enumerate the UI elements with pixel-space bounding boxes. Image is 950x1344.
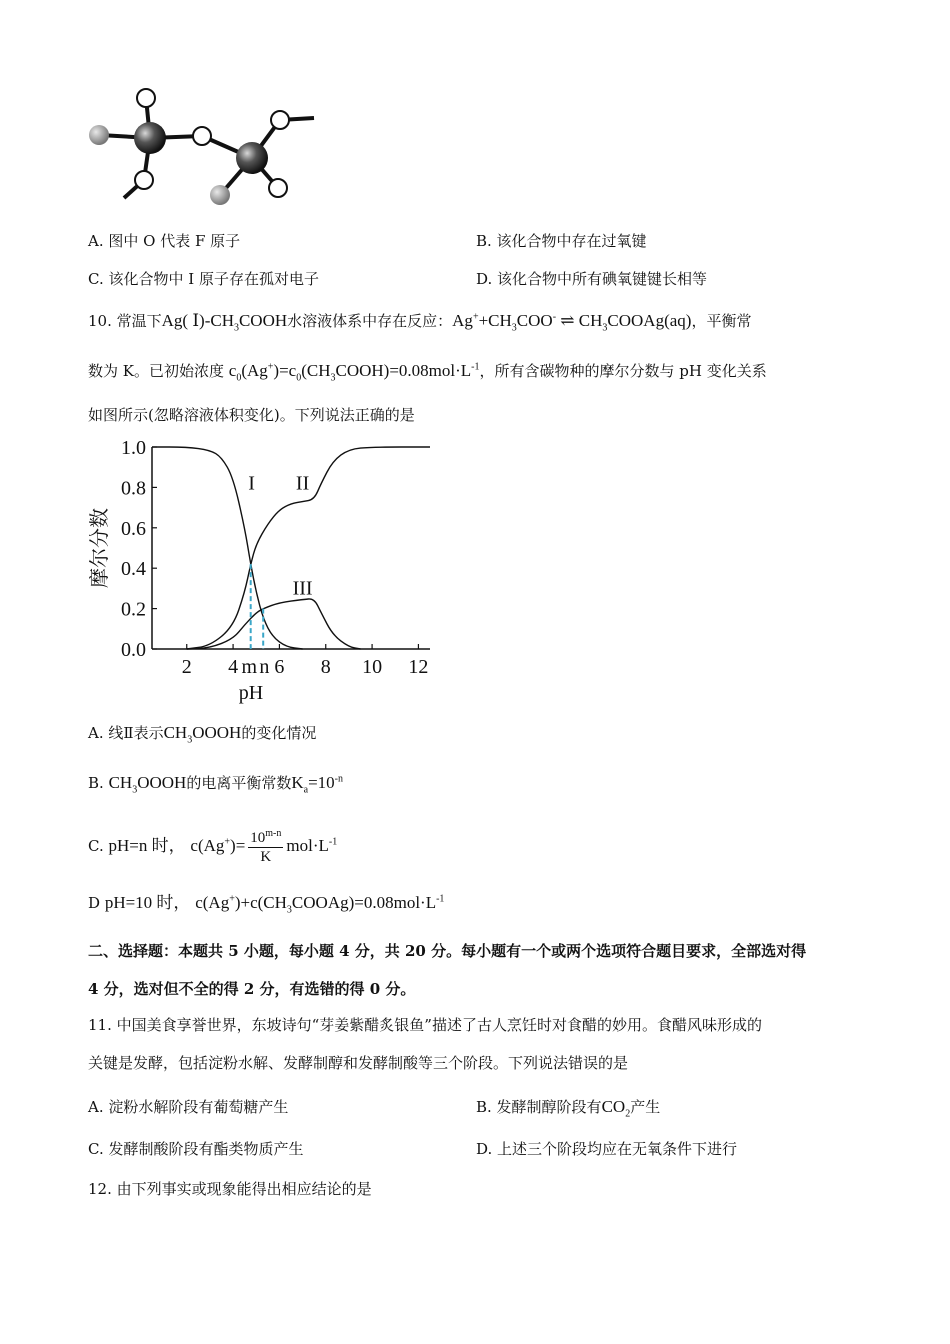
y-tick-label: 0.8 [121, 477, 146, 500]
q10-stem-line3: 如图所示(忽略溶液体积变化)。下列说法正确的是 [88, 406, 415, 424]
x-axis-label: pH [238, 682, 264, 704]
mole-fraction-chart [80, 432, 460, 710]
o-atom [271, 111, 289, 129]
q9-option-d: D. 该化合物中所有碘氧键键长相等 [476, 270, 708, 288]
q10-option-d: D pH=10 时， $c(Ag^+)+c(CH_3COOAg)=0.08mol\cdot L^{-1}$ [88, 893, 445, 916]
q10-option-c: C. pH=n 时， c(Ag+)= $\frac{10^{m-n}}{K}$ $mol\cdot L^{-1}$ [88, 827, 338, 865]
o-atom [193, 127, 211, 145]
q9-option-b: B. 该化合物中存在过氧键 [476, 232, 647, 250]
o-atom [269, 179, 287, 197]
x-tick-label: 10 [362, 656, 383, 678]
i-atom [236, 142, 268, 174]
x-tick-label: 8 [320, 656, 331, 678]
q11-option-a: A. 淀粉水解阶段有葡萄糖产生 [88, 1098, 289, 1116]
q10-stem-line2: 数为 K。已初始浓度 $c_0(Ag^+)=c_0(CH_3COOH)=0.08mol\cdot L^{-1}$，所有含碳物种的摩尔分数与 pH 变化关系 [88, 361, 767, 384]
series-line-III [187, 599, 361, 649]
series-label-III: III [292, 577, 313, 600]
molecule-figure [80, 80, 330, 220]
q9-option-c: C. 该化合物中 I 原子存在孤对电子 [88, 270, 319, 288]
x-tick-label: 4 [228, 656, 239, 678]
y-tick-label: 0.4 [121, 558, 146, 581]
x-tick-label: 12 [408, 656, 429, 678]
y-tick-label: 0.0 [121, 639, 146, 661]
y-tick-label: 0.2 [121, 598, 146, 621]
q11-option-b: B. 发酵制醇阶段有$CO_2$产生 [476, 1097, 661, 1120]
q10-option-a: A. 线Ⅱ表示$CH_3OOOH$的变化情况 [88, 723, 317, 746]
x-tick-label: 2 [181, 656, 192, 678]
q10-option-b: B. $CH_3OOOH$的电离平衡常数$K_a=10^{-n}$ [88, 773, 343, 796]
q12-stem: 12. 由下列事实或现象能得出相应结论的是 [88, 1180, 372, 1198]
q10-stem-line1: 10. 常温下Ag( $Ⅰ)-CH_3COOH$水溶液体系中存在反应：$Ag^++CH_3COO^-$ ⇌ $CH_3COOAg(aq)$，平衡常 [88, 311, 752, 334]
gray-atom [89, 125, 109, 145]
section2-heading-line1: 二、选择题：本题共 5 小题，每小题 4 分，共 20 分。每小题有一个或两个选项符合题目要求，全部选对得 [88, 942, 807, 960]
q11-option-d: D. 上述三个阶段均应在无氧条件下进行 [476, 1140, 738, 1158]
o-atom [137, 89, 155, 107]
y-axis-label: 摩尔分数 [89, 508, 111, 588]
y-tick-label: 0.6 [121, 517, 146, 540]
series-label-I: I [248, 472, 255, 495]
series-label-II: II [295, 472, 310, 495]
q11-stem-line1: 11. 中国美食享誉世界，东坡诗句“芽姜紫醋炙银鱼”描述了古人烹饪时对食醋的妙用。食醋风味形成的 [88, 1016, 762, 1034]
marker-label-n: n [259, 656, 270, 678]
x-tick-label: 6 [274, 656, 285, 678]
q9-option-a: A. 图中 O 代表 F 原子 [88, 232, 241, 250]
series-line-I [152, 447, 303, 649]
i-atom [134, 122, 166, 154]
marker-label-m: m [241, 656, 258, 678]
q11-stem-line2: 关键是发酵，包括淀粉水解、发酵制醇和发酵制酸等三个阶段。下列说法错误的是 [88, 1054, 629, 1072]
q11-option-c: C. 发酵制酸阶段有酯类物质产生 [88, 1140, 304, 1158]
y-tick-label: 1.0 [121, 437, 146, 459]
o-atom [135, 171, 153, 189]
gray-atom [210, 185, 230, 205]
section2-heading-line2: 4 分，选对但不全的得 2 分，有选错的得 0 分。 [88, 980, 416, 998]
